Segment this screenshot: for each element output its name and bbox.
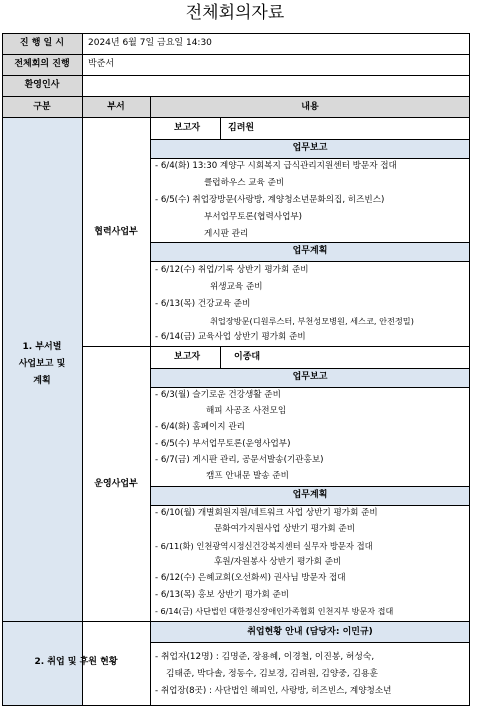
doc-title: 전체회의자료	[185, 3, 285, 23]
rule	[150, 505, 470, 506]
welcome-label: 환영인사	[24, 80, 60, 90]
rule	[2, 705, 470, 706]
dept2-report-item: 캠프 안내문 발송 준비	[206, 471, 289, 481]
rule	[82, 33, 83, 621]
rule	[220, 346, 221, 368]
datetime-value: 2024년 6월 7일 금요일 14:30	[88, 38, 212, 48]
dept1-report-item: - 6/5(수) 취업장방문(사랑방, 계양청소년문화의집, 히즈빈스)	[155, 195, 385, 205]
section2-line: 김태준, 박다솔, 정동수, 김보경, 김려원, 김양중, 김용훈	[166, 669, 379, 679]
header-category: 구분	[33, 102, 51, 112]
dept2-plan-item: - 6/12(수) 은혜교회(오선화씨) 권사님 방문자 접대	[155, 573, 346, 583]
dept1-report-item: - 6/4(화) 13:30 계양구 시회복지 급식관리지원센터 방문자 접대	[155, 161, 397, 171]
dept2-report-item: - 6/3(월) 슬기로운 건강생활 준비	[155, 390, 281, 400]
host-value: 박준서	[88, 59, 115, 69]
dept1-plan-item: - 6/14(금) 교육사업 상반기 평가회 준비	[155, 332, 306, 342]
rule	[2, 33, 470, 34]
dept1-plan-item: - 6/12(수) 취업/기록 상반기 평가회 준비	[155, 265, 309, 275]
section2-title: 취업현황 안내 (담당자: 이민규)	[247, 627, 373, 637]
dept2-plan-item: - 6/11(화) 인천광역시정신건강복지센터 실무자 방문자 접대	[155, 541, 373, 551]
dept1-name: 협력사업부	[94, 227, 138, 237]
section2-line: - 취업장(8곳) : 사단법인 해피인, 사랑방, 히즈빈스, 계양청소년	[155, 686, 392, 696]
header-content: 내용	[301, 102, 319, 112]
datetime-label: 진 행 일 시	[19, 38, 65, 48]
rule	[469, 33, 470, 706]
section1-label-line1: 1. 부서별	[22, 342, 62, 352]
section2-label: 2. 취업 및 후원 현황	[34, 657, 118, 667]
dept2-plan-item: 문화여가지원사업 상반기 평가회 준비	[214, 524, 356, 534]
rule	[2, 75, 470, 76]
rule	[2, 117, 470, 118]
dept2-report-item: - 6/4(화) 홈페이지 관리	[155, 422, 245, 432]
dept1-report-item: 게시판 관리	[204, 229, 249, 239]
header-dept: 부서	[107, 102, 125, 112]
rule	[150, 261, 470, 262]
dept1-report-title: 업무보고	[292, 143, 328, 153]
rule	[150, 368, 470, 369]
dept1-report-item: 부서업무토론(협력사업부)	[204, 212, 303, 222]
rule	[150, 96, 151, 621]
rule	[150, 387, 470, 388]
dept2-report-item: - 6/7(금) 게시판 관리, 공문서발송(기관홍보)	[155, 455, 324, 465]
dept2-plan-item: 후원/자원봉사 상반기 평가회 준비	[214, 557, 342, 567]
dept1-plan-item: 취업장방문(디원루스터, 부천성모병원, 세스코, 안전정밀)	[210, 316, 414, 326]
dept2-report-item: - 6/5(수) 부서업무토론(운영사업부)	[155, 439, 291, 449]
rule	[150, 158, 470, 159]
rule	[2, 621, 470, 622]
rule	[150, 642, 470, 643]
dept2-report-title: 업무보고	[292, 372, 328, 382]
dept1-plan-item: 위생교육 준비	[210, 282, 263, 292]
dept2-name: 운영사업부	[94, 479, 138, 489]
rule	[82, 346, 470, 347]
rule	[150, 139, 470, 140]
dept2-report-item: 해피 사공조 사전모임	[206, 406, 287, 416]
dept2-plan-title: 업무계획	[292, 490, 328, 500]
rule	[2, 96, 470, 97]
dept1-plan-title: 업무계획	[292, 246, 328, 256]
dept1-plan-item: - 6/13(목) 건강교육 준비	[155, 299, 251, 309]
dept2-reporter-name: 이종대	[234, 352, 261, 362]
rule	[150, 242, 470, 243]
section1-label-line2: 사업보고 및	[18, 359, 66, 369]
section1-label-line3: 계획	[33, 376, 51, 386]
rule	[2, 54, 470, 55]
host-label: 전체회의 진행	[14, 59, 70, 69]
dept1-reporter-label: 보고자	[174, 123, 201, 133]
rule	[220, 117, 221, 139]
section2-line: - 취업자(12명) : 김명준, 장용혜, 이경철, 이진봉, 허성숙,	[155, 652, 375, 662]
dept2-plan-item: - 6/13(목) 홍보 상반기 평가회 준비	[155, 590, 290, 600]
dept1-report-item: 클럽하우스 교육 준비	[204, 178, 285, 188]
dept2-plan-item: - 6/10(월) 개별회원지원/네트워크 사업 상반기 평가회 준비	[155, 508, 378, 518]
dept2-plan-item: - 6/14(금) 사단법인 대한정신장애인가족협회 인천지부 방문자 접대	[155, 606, 394, 616]
dept2-reporter-label: 보고자	[174, 352, 201, 362]
dept1-reporter-name: 김려원	[228, 123, 255, 133]
rule	[150, 486, 470, 487]
